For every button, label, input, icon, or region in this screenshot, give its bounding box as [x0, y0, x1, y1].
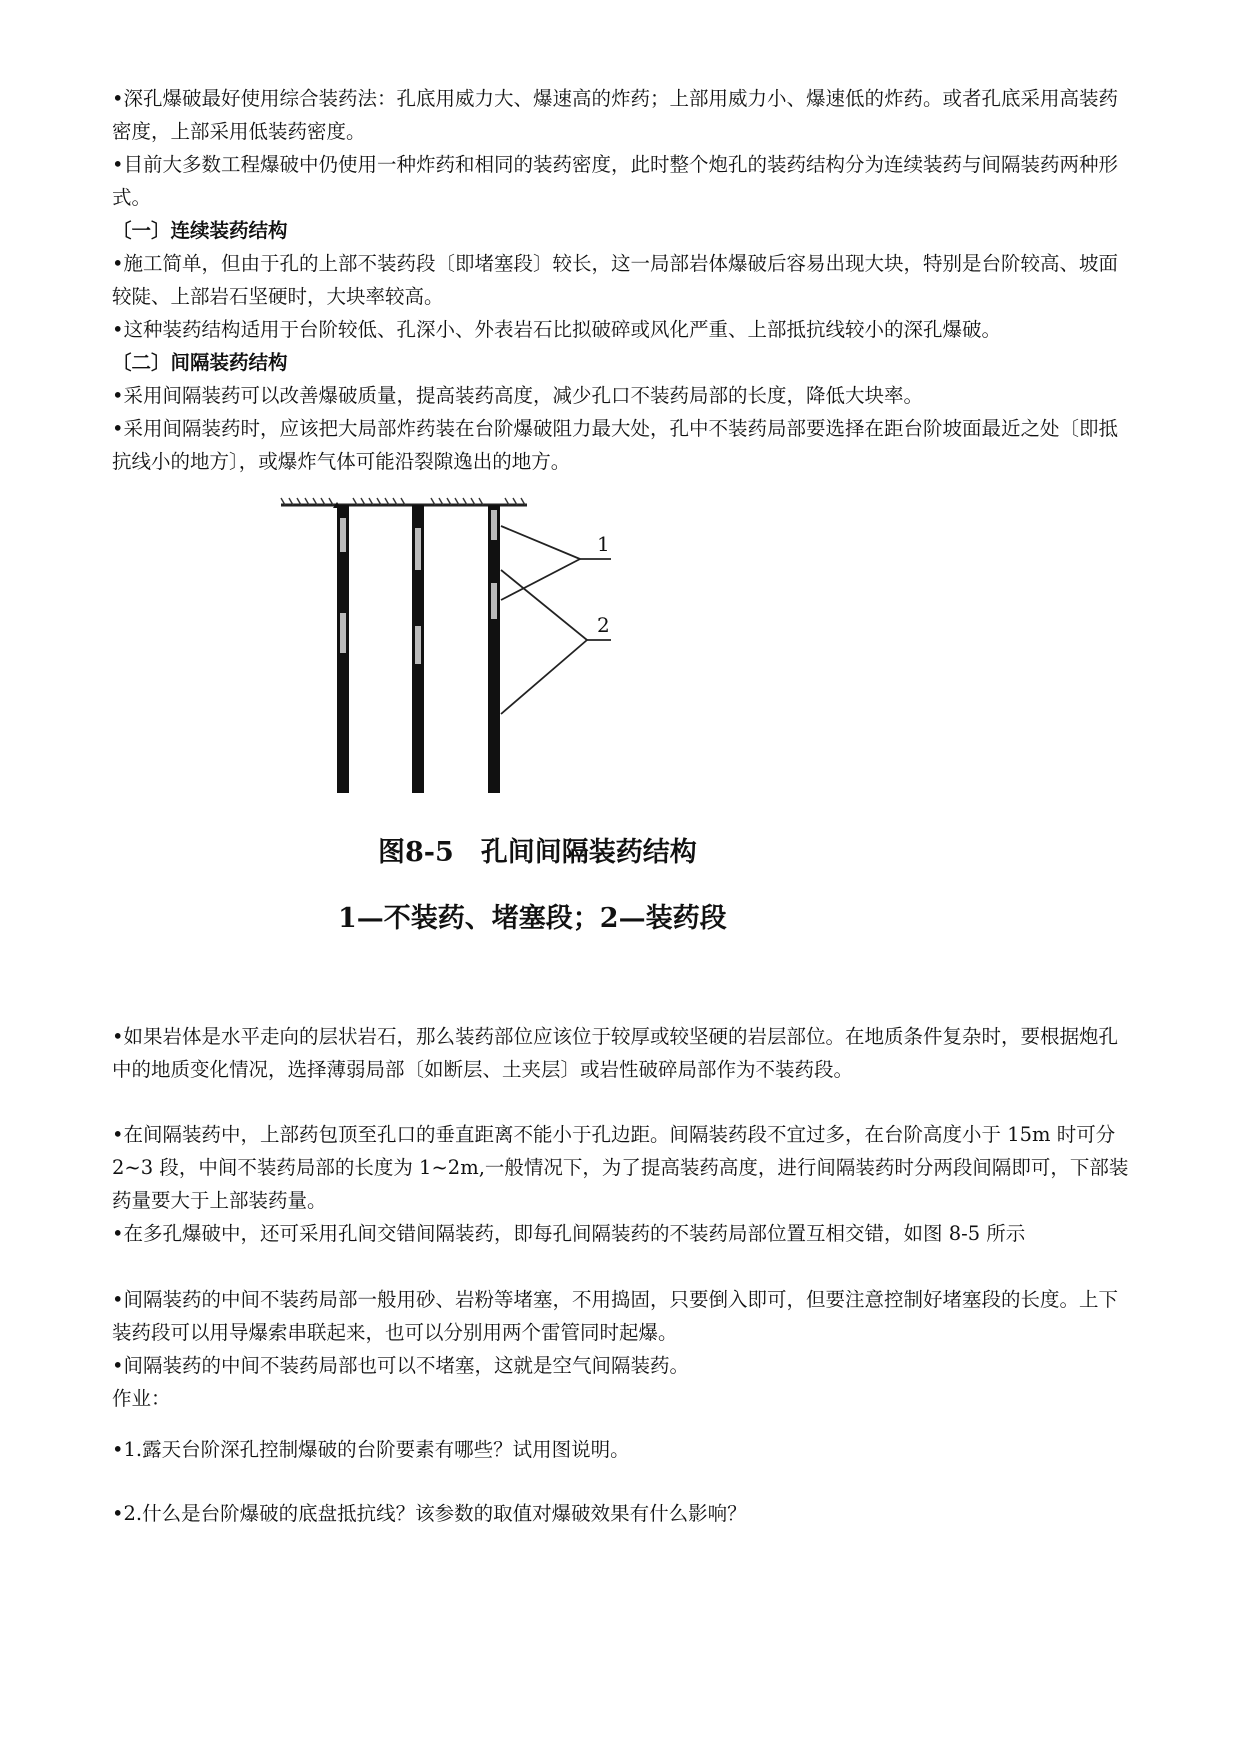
intro-paragraph-1: •深孔爆破最好使用综合装药法：孔底用威力大、爆速高的炸药；上部用威力小、爆速低的炸药。或者孔底采用高装药密度，上部采用低装药密度。: [112, 87, 1119, 143]
section2-paragraph-1: •采用间隔装药可以改善爆破质量，提高装药高度，减少孔口不装药局部的长度，降低大块率。: [112, 384, 924, 407]
body-paragraph-1: •如果岩体是水平走向的层状岩石，那么装药部位应该位于较厚或较坚硬的岩层部位。在地质条件复杂时，要根据炮孔中的地质变化情况，选择薄弱局部〔如断层、土夹层〕或岩性破碎局部作为不装药段。: [112, 1025, 1119, 1081]
figure-label-2: 2: [597, 613, 610, 637]
blast-hole-1: [333, 502, 349, 793]
blast-hole-2: [412, 505, 424, 793]
figure-legend: 1—不装药、堵塞段；2—装药段: [338, 903, 727, 934]
intro-paragraph-2: •目前大多数工程爆破中仍使用一种炸药和相同的装药密度，此时整个炮孔的装药结构分为连续装药与间隔装药两种形式。: [112, 153, 1119, 209]
section-heading-continuous: 〔一〕连续装药结构: [112, 219, 288, 242]
body-paragraph-2: •在间隔装药中，上部药包顶至孔口的垂直距离不能小于孔边距。间隔装药段不宜过多，在台阶高度小于 15m 时可分 2~3 段，中间不装药局部的长度为 1~2m,一般情况下，为了提高装药高度，进行间隔装药时分两段间隔即可，下部装药量要大于上部装药量。: [112, 1123, 1129, 1212]
body-paragraph-3: •在多孔爆破中，还可采用孔间交错间隔装药，即每孔间隔装药的不装药局部位置互相交错，如图 8-5 所示: [112, 1222, 1026, 1245]
section2-paragraph-2: •采用间隔装药时，应该把大局部炸药装在台阶爆破阻力最大处，孔中不装药局部要选择在距台阶坡面最近之处〔即抵抗线小的地方〕，或爆炸气体可能沿裂隙逸出的地方。: [112, 417, 1119, 473]
body-paragraph-4: •间隔装药的中间不装药局部一般用砂、岩粉等堵塞，不用捣固，只要倒入即可，但要注意控制好堵塞段的长度。上下装药段可以用导爆索串联起来，也可以分别用两个雷管同时起爆。: [112, 1288, 1119, 1344]
blast-hole-diagram: [275, 488, 675, 798]
figure-label-1: 1: [597, 532, 610, 556]
homework-label: 作业：: [112, 1387, 171, 1410]
section1-paragraph-2: •这种装药结构适用于台阶较低、孔深小、外表岩石比拟破碎或风化严重、上部抵抗线较小的深孔爆破。: [112, 318, 1002, 341]
blast-hole-figure: [275, 488, 675, 798]
blast-hole-3: [488, 505, 500, 793]
homework-question-2: •2.什么是台阶爆破的底盘抵抗线？该参数的取值对爆破效果有什么影响？: [112, 1502, 747, 1525]
homework-question-1: •1.露天台阶深孔控制爆破的台阶要素有哪些？试用图说明。: [112, 1438, 630, 1461]
body-paragraph-5: •间隔装药的中间不装药局部也可以不堵塞，这就是空气间隔装药。: [112, 1354, 690, 1377]
section-heading-interval: 〔二〕间隔装药结构: [112, 351, 288, 374]
leader-lines: [501, 526, 611, 714]
figure-caption: 图8-5 孔间间隔装药结构: [378, 837, 697, 868]
section1-paragraph-1: •施工简单，但由于孔的上部不装药段〔即堵塞段〕较长，这一局部岩体爆破后容易出现大块，特别是台阶较高、坡面较陡、上部岩石坚硬时，大块率较高。: [112, 252, 1119, 308]
